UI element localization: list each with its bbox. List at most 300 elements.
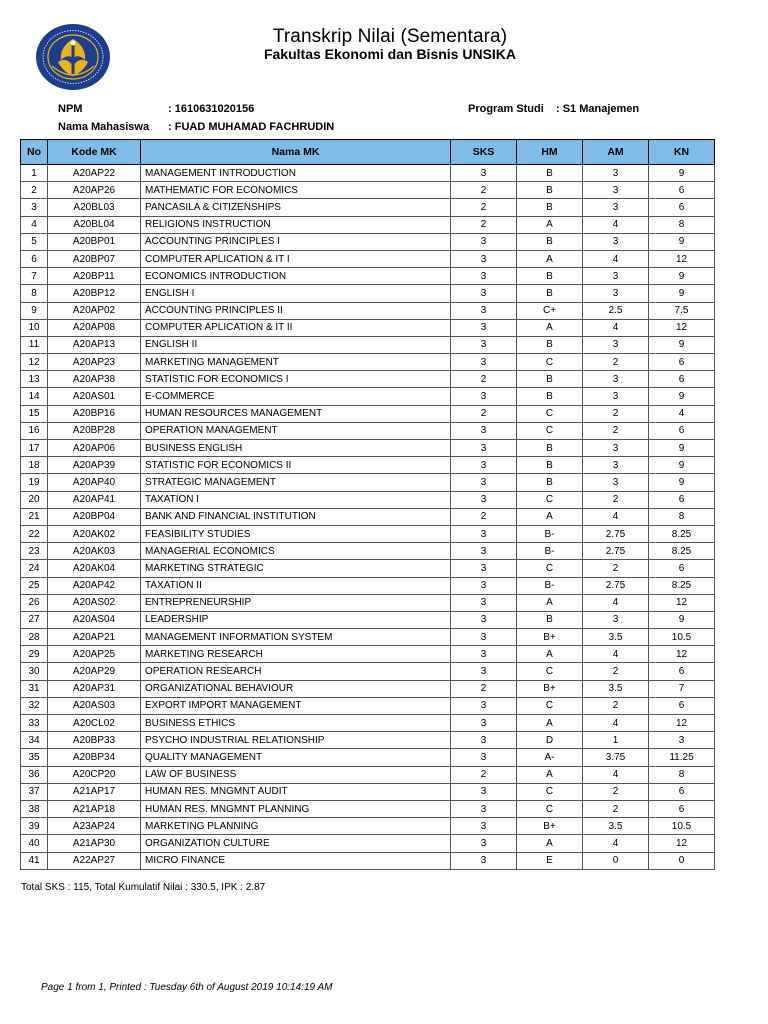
col-no-cell: 36	[21, 766, 48, 783]
col-hm-cell: A	[517, 594, 583, 611]
npm-value: : 1610631020156	[168, 103, 255, 115]
table-row	[21, 646, 715, 663]
col-hm-cell: B	[517, 182, 583, 199]
col-kn-cell: 12	[649, 250, 715, 267]
col-sks-cell: 3	[451, 388, 517, 405]
table-row	[21, 233, 715, 250]
col-nama-mk-cell: EXPORT IMPORT MANAGEMENT	[141, 697, 451, 714]
col-kode-mk-cell: A20AP02	[48, 302, 141, 319]
col-am-cell: 3	[583, 285, 649, 302]
col-nama-mk-cell: LEADERSHIP	[141, 611, 451, 628]
col-kode-mk-cell: A20BP28	[48, 422, 141, 439]
col-no-cell: 37	[21, 783, 48, 800]
col-sks-cell: 3	[451, 646, 517, 663]
program-label: Program Studi	[468, 103, 544, 115]
col-sks-cell: 3	[451, 440, 517, 457]
col-kn-cell: 12	[649, 646, 715, 663]
col-sks-cell: 3	[451, 319, 517, 336]
col-kode-mk-cell: A20AK02	[48, 525, 141, 542]
col-hm-cell: B	[517, 611, 583, 628]
table-row	[21, 525, 715, 542]
col-nama-mk-cell: ENGLISH I	[141, 285, 451, 302]
col-am-cell: 0	[583, 852, 649, 869]
col-kn-cell: 12	[649, 319, 715, 336]
col-kode-mk-cell: A20BP07	[48, 250, 141, 267]
col-sks-cell: 2	[451, 216, 517, 233]
col-nama-mk-cell: PSYCHO INDUSTRIAL RELATIONSHIP	[141, 732, 451, 749]
col-no-cell: 23	[21, 543, 48, 560]
col-kode-mk-cell: A22AP27	[48, 852, 141, 869]
col-hm-cell: A	[517, 646, 583, 663]
col-kn-cell: 3	[649, 732, 715, 749]
col-kn-cell: 7.5	[649, 302, 715, 319]
table-row	[21, 508, 715, 525]
col-hm-cell: C	[517, 405, 583, 422]
col-sks-cell: 3	[451, 302, 517, 319]
col-nama-mk-cell: MANAGERIAL ECONOMICS	[141, 543, 451, 560]
col-am-cell: 3	[583, 199, 649, 216]
col-hm-cell: C	[517, 697, 583, 714]
col-hm-cell: C+	[517, 302, 583, 319]
col-no-cell: 24	[21, 560, 48, 577]
col-nama-mk-cell: E-COMMERCE	[141, 388, 451, 405]
col-kode-mk-cell: A20AP38	[48, 371, 141, 388]
col-kode-mk-cell: A21AP17	[48, 783, 141, 800]
col-sks-cell: 3	[451, 268, 517, 285]
col-no-cell: 22	[21, 525, 48, 542]
col-kn-cell: 9	[649, 268, 715, 285]
table-row	[21, 629, 715, 646]
col-hm-cell: A	[517, 508, 583, 525]
col-kn-cell: 6	[649, 783, 715, 800]
col-kode-mk-cell: A20BP04	[48, 508, 141, 525]
col-hm-cell: A	[517, 835, 583, 852]
col-am-cell: 3.5	[583, 629, 649, 646]
col-sks-cell: 3	[451, 474, 517, 491]
col-am-cell: 4	[583, 250, 649, 267]
table-header-row	[21, 140, 715, 165]
table-row	[21, 250, 715, 267]
col-kn-cell: 9	[649, 611, 715, 628]
col-no-cell: 31	[21, 680, 48, 697]
table-row	[21, 422, 715, 439]
faculty-subtitle: Fakultas Ekonomi dan Bisnis UNSIKA	[263, 46, 517, 62]
col-kode-mk-cell: A20BL04	[48, 216, 141, 233]
col-nama-mk-cell: MARKETING PLANNING	[141, 818, 451, 835]
col-nama-mk-cell: STRATEGIC MANAGEMENT	[141, 474, 451, 491]
col-am-header: AM	[583, 140, 649, 165]
col-kn-cell: 12	[649, 594, 715, 611]
col-hm-cell: A	[517, 216, 583, 233]
col-no-cell: 5	[21, 233, 48, 250]
col-hm-cell: A	[517, 250, 583, 267]
col-no-cell: 18	[21, 457, 48, 474]
col-no-cell: 40	[21, 835, 48, 852]
col-kode-mk-cell: A20AP39	[48, 457, 141, 474]
col-sks-cell: 3	[451, 663, 517, 680]
col-am-cell: 4	[583, 508, 649, 525]
table-row	[21, 783, 715, 800]
col-kode-mk-cell: A20AP26	[48, 182, 141, 199]
col-no-cell: 30	[21, 663, 48, 680]
col-kn-cell: 9	[649, 233, 715, 250]
col-sks-cell: 3	[451, 560, 517, 577]
col-hm-cell: B+	[517, 680, 583, 697]
col-no-cell: 38	[21, 800, 48, 817]
col-am-cell: 3	[583, 268, 649, 285]
col-hm-cell: B+	[517, 818, 583, 835]
col-nama-mk-cell: PANCASILA & CITIZENSHIPS	[141, 199, 451, 216]
col-nama-mk-cell: RELIGIONS INSTRUCTION	[141, 216, 451, 233]
col-am-cell: 4	[583, 319, 649, 336]
table-row	[21, 199, 715, 216]
col-kn-cell: 9	[649, 336, 715, 353]
col-kode-mk-cell: A20AP31	[48, 680, 141, 697]
col-kn-cell: 9	[649, 285, 715, 302]
col-hm-cell: A	[517, 715, 583, 732]
grades-table	[20, 139, 715, 870]
col-nama-mk-cell: ORGANIZATION CULTURE	[141, 835, 451, 852]
table-row	[21, 543, 715, 560]
col-no-cell: 17	[21, 440, 48, 457]
col-am-cell: 4	[583, 216, 649, 233]
col-sks-cell: 2	[451, 766, 517, 783]
col-kn-cell: 8	[649, 766, 715, 783]
col-nama-mk-cell: ORGANIZATIONAL BEHAVIOUR	[141, 680, 451, 697]
col-no-cell: 33	[21, 715, 48, 732]
col-am-cell: 3	[583, 233, 649, 250]
col-hm-cell: B	[517, 371, 583, 388]
col-no-cell: 19	[21, 474, 48, 491]
col-sks-cell: 3	[451, 354, 517, 371]
col-nama-mk-cell: MICRO FINANCE	[141, 852, 451, 869]
table-row	[21, 594, 715, 611]
col-hm-header: HM	[517, 140, 583, 165]
col-no-cell: 41	[21, 852, 48, 869]
table-row	[21, 852, 715, 869]
program-value: : S1 Manajemen	[556, 103, 640, 115]
col-kn-cell: 7	[649, 680, 715, 697]
col-kode-mk-cell: A20AK04	[48, 560, 141, 577]
col-kode-mk-cell: A20AP21	[48, 629, 141, 646]
col-no-cell: 13	[21, 371, 48, 388]
col-hm-cell: C	[517, 663, 583, 680]
table-row	[21, 611, 715, 628]
col-kode-mk-cell: A20AP22	[48, 165, 141, 182]
col-kn-cell: 8	[649, 216, 715, 233]
table-row	[21, 560, 715, 577]
col-kn-cell: 9	[649, 474, 715, 491]
col-sks-cell: 2	[451, 405, 517, 422]
col-sks-cell: 3	[451, 783, 517, 800]
col-kode-mk-cell: A20BP34	[48, 749, 141, 766]
print-footer: Page 1 from 1, Printed : Tuesday 6th of August 2019 10:14:19 AM	[41, 982, 333, 993]
col-sks-cell: 3	[451, 732, 517, 749]
col-am-cell: 3	[583, 457, 649, 474]
col-no-cell: 35	[21, 749, 48, 766]
table-row	[21, 715, 715, 732]
table-row	[21, 835, 715, 852]
col-hm-cell: C	[517, 560, 583, 577]
col-am-cell: 2	[583, 354, 649, 371]
col-no-cell: 8	[21, 285, 48, 302]
col-no-cell: 26	[21, 594, 48, 611]
table-row	[21, 818, 715, 835]
col-sks-cell: 3	[451, 165, 517, 182]
col-sks-cell: 3	[451, 543, 517, 560]
col-no-cell: 20	[21, 491, 48, 508]
col-sks-cell: 2	[451, 680, 517, 697]
col-sks-cell: 2	[451, 182, 517, 199]
col-sks-cell: 3	[451, 285, 517, 302]
col-am-cell: 2	[583, 491, 649, 508]
col-kode-mk-cell: A20CP20	[48, 766, 141, 783]
col-kode-mk-cell: A20AP13	[48, 336, 141, 353]
col-hm-cell: C	[517, 491, 583, 508]
table-row	[21, 285, 715, 302]
col-nama-mk-header: Nama MK	[141, 140, 451, 165]
col-no-cell: 29	[21, 646, 48, 663]
col-nama-mk-cell: MARKETING STRATEGIC	[141, 560, 451, 577]
col-sks-cell: 3	[451, 749, 517, 766]
col-kn-cell: 6	[649, 199, 715, 216]
col-kn-cell: 8	[649, 508, 715, 525]
col-nama-mk-cell: BUSINESS ENGLISH	[141, 440, 451, 457]
col-sks-cell: 3	[451, 697, 517, 714]
col-nama-mk-cell: MARKETING RESEARCH	[141, 646, 451, 663]
table-row	[21, 371, 715, 388]
col-nama-mk-cell: BUSINESS ETHICS	[141, 715, 451, 732]
table-row	[21, 165, 715, 182]
table-row	[21, 577, 715, 594]
col-kn-cell: 6	[649, 182, 715, 199]
col-nama-mk-cell: OPERATION MANAGEMENT	[141, 422, 451, 439]
table-row	[21, 388, 715, 405]
col-kode-mk-cell: A20AP06	[48, 440, 141, 457]
col-sks-cell: 2	[451, 371, 517, 388]
col-kn-cell: 8.25	[649, 543, 715, 560]
col-kn-cell: 11.25	[649, 749, 715, 766]
col-hm-cell: B-	[517, 543, 583, 560]
col-sks-cell: 3	[451, 629, 517, 646]
col-sks-cell: 3	[451, 852, 517, 869]
col-nama-mk-cell: FEASIBILITY STUDIES	[141, 525, 451, 542]
col-nama-mk-cell: ENGLISH II	[141, 336, 451, 353]
col-kn-cell: 12	[649, 835, 715, 852]
col-am-cell: 2	[583, 422, 649, 439]
col-nama-mk-cell: HUMAN RES. MNGMNT AUDIT	[141, 783, 451, 800]
col-hm-cell: B	[517, 388, 583, 405]
col-kn-cell: 6	[649, 371, 715, 388]
col-sks-cell: 3	[451, 577, 517, 594]
col-am-cell: 3	[583, 388, 649, 405]
col-kode-mk-cell: A20BP33	[48, 732, 141, 749]
col-no-cell: 2	[21, 182, 48, 199]
col-kn-cell: 8.25	[649, 577, 715, 594]
col-sks-cell: 3	[451, 525, 517, 542]
table-row	[21, 440, 715, 457]
col-kn-cell: 6	[649, 663, 715, 680]
col-am-cell: 4	[583, 835, 649, 852]
col-no-cell: 11	[21, 336, 48, 353]
col-am-cell: 1	[583, 732, 649, 749]
table-row	[21, 663, 715, 680]
col-no-cell: 10	[21, 319, 48, 336]
col-kode-mk-cell: A20AP29	[48, 663, 141, 680]
document-title: Transkrip Nilai (Sementara)	[272, 26, 508, 47]
col-am-cell: 2	[583, 663, 649, 680]
table-row	[21, 732, 715, 749]
col-nama-mk-cell: COMPUTER APLICATION & IT II	[141, 319, 451, 336]
col-hm-cell: B	[517, 336, 583, 353]
col-nama-mk-cell: ENTREPRENEURSHIP	[141, 594, 451, 611]
col-kode-mk-cell: A20AP25	[48, 646, 141, 663]
col-hm-cell: B-	[517, 525, 583, 542]
col-am-cell: 3.5	[583, 818, 649, 835]
col-sks-cell: 2	[451, 508, 517, 525]
col-nama-mk-cell: QUALITY MANAGEMENT	[141, 749, 451, 766]
col-no-cell: 16	[21, 422, 48, 439]
col-no-cell: 21	[21, 508, 48, 525]
col-kn-cell: 4	[649, 405, 715, 422]
col-sks-cell: 3	[451, 422, 517, 439]
col-no-cell: 1	[21, 165, 48, 182]
col-am-cell: 3	[583, 371, 649, 388]
col-am-cell: 3.5	[583, 680, 649, 697]
col-sks-cell: 3	[451, 233, 517, 250]
table-row	[21, 680, 715, 697]
col-no-header: No	[21, 140, 48, 165]
col-sks-cell: 3	[451, 800, 517, 817]
table-row	[21, 302, 715, 319]
col-hm-cell: B	[517, 268, 583, 285]
table-row	[21, 319, 715, 336]
col-am-cell: 3	[583, 165, 649, 182]
col-sks-cell: 3	[451, 715, 517, 732]
col-am-cell: 3	[583, 611, 649, 628]
col-kode-mk-cell: A20AP40	[48, 474, 141, 491]
col-am-cell: 2.75	[583, 577, 649, 594]
col-kode-mk-cell: A20BP01	[48, 233, 141, 250]
col-nama-mk-cell: STATISTIC FOR ECONOMICS II	[141, 457, 451, 474]
col-hm-cell: D	[517, 732, 583, 749]
col-sks-cell: 3	[451, 491, 517, 508]
col-sks-header: SKS	[451, 140, 517, 165]
col-no-cell: 6	[21, 250, 48, 267]
col-hm-cell: B	[517, 233, 583, 250]
col-kode-mk-cell: A20AP08	[48, 319, 141, 336]
col-nama-mk-cell: TAXATION I	[141, 491, 451, 508]
col-kode-mk-cell: A20AP42	[48, 577, 141, 594]
col-no-cell: 7	[21, 268, 48, 285]
col-am-cell: 2	[583, 783, 649, 800]
col-am-cell: 3	[583, 336, 649, 353]
col-hm-cell: B	[517, 474, 583, 491]
col-kode-mk-cell: A21AP30	[48, 835, 141, 852]
col-kn-cell: 9	[649, 388, 715, 405]
col-kn-cell: 9	[649, 457, 715, 474]
col-hm-cell: B	[517, 165, 583, 182]
col-kn-cell: 8.25	[649, 525, 715, 542]
table-row	[21, 491, 715, 508]
col-no-cell: 3	[21, 199, 48, 216]
npm-label: NPM	[58, 103, 83, 115]
col-am-cell: 4	[583, 646, 649, 663]
table-row	[21, 766, 715, 783]
table-row	[21, 749, 715, 766]
col-no-cell: 14	[21, 388, 48, 405]
col-kode-mk-cell: A20CL02	[48, 715, 141, 732]
col-am-cell: 4	[583, 715, 649, 732]
col-kn-cell: 9	[649, 165, 715, 182]
col-kode-mk-header: Kode MK	[48, 140, 141, 165]
col-am-cell: 3	[583, 474, 649, 491]
col-kode-mk-cell: A20AS04	[48, 611, 141, 628]
col-nama-mk-cell: ACCOUNTING PRINCIPLES II	[141, 302, 451, 319]
col-kn-cell: 10.5	[649, 818, 715, 835]
col-am-cell: 3	[583, 440, 649, 457]
col-kn-cell: 12	[649, 715, 715, 732]
col-am-cell: 2	[583, 405, 649, 422]
col-sks-cell: 3	[451, 250, 517, 267]
col-hm-cell: A-	[517, 749, 583, 766]
table-body	[21, 165, 715, 870]
col-nama-mk-cell: BANK AND FINANCIAL INSTITUTION	[141, 508, 451, 525]
col-kn-cell: 6	[649, 422, 715, 439]
col-kn-cell: 6	[649, 560, 715, 577]
col-am-cell: 2.5	[583, 302, 649, 319]
col-kn-cell: 6	[649, 800, 715, 817]
col-am-cell: 3.75	[583, 749, 649, 766]
col-no-cell: 28	[21, 629, 48, 646]
col-kode-mk-cell: A21AP18	[48, 800, 141, 817]
table-row	[21, 336, 715, 353]
col-nama-mk-cell: STATISTIC FOR ECONOMICS I	[141, 371, 451, 388]
col-am-cell: 2.75	[583, 543, 649, 560]
col-no-cell: 39	[21, 818, 48, 835]
col-no-cell: 34	[21, 732, 48, 749]
table-row	[21, 268, 715, 285]
col-kn-header: KN	[649, 140, 715, 165]
col-no-cell: 15	[21, 405, 48, 422]
col-hm-cell: B	[517, 199, 583, 216]
table-row	[21, 457, 715, 474]
col-kode-mk-cell: A20AK03	[48, 543, 141, 560]
col-no-cell: 32	[21, 697, 48, 714]
student-name-label: Nama Mahasiswa	[58, 121, 150, 133]
col-hm-cell: C	[517, 422, 583, 439]
col-hm-cell: B	[517, 440, 583, 457]
col-hm-cell: E	[517, 852, 583, 869]
col-kode-mk-cell: A20AS03	[48, 697, 141, 714]
col-kode-mk-cell: A20BP16	[48, 405, 141, 422]
col-am-cell: 2	[583, 697, 649, 714]
col-hm-cell: B	[517, 457, 583, 474]
col-nama-mk-cell: TAXATION II	[141, 577, 451, 594]
table-row	[21, 354, 715, 371]
col-kode-mk-cell: A20AS02	[48, 594, 141, 611]
col-nama-mk-cell: ACCOUNTING PRINCIPLES I	[141, 233, 451, 250]
col-kn-cell: 6	[649, 491, 715, 508]
col-kode-mk-cell: A20BL03	[48, 199, 141, 216]
table-row	[21, 800, 715, 817]
col-nama-mk-cell: MANAGEMENT INTRODUCTION	[141, 165, 451, 182]
col-nama-mk-cell: HUMAN RES. MNGMNT PLANNING	[141, 800, 451, 817]
col-kode-mk-cell: A20AP41	[48, 491, 141, 508]
col-kode-mk-cell: A20AS01	[48, 388, 141, 405]
table-row	[21, 216, 715, 233]
col-kn-cell: 6	[649, 697, 715, 714]
